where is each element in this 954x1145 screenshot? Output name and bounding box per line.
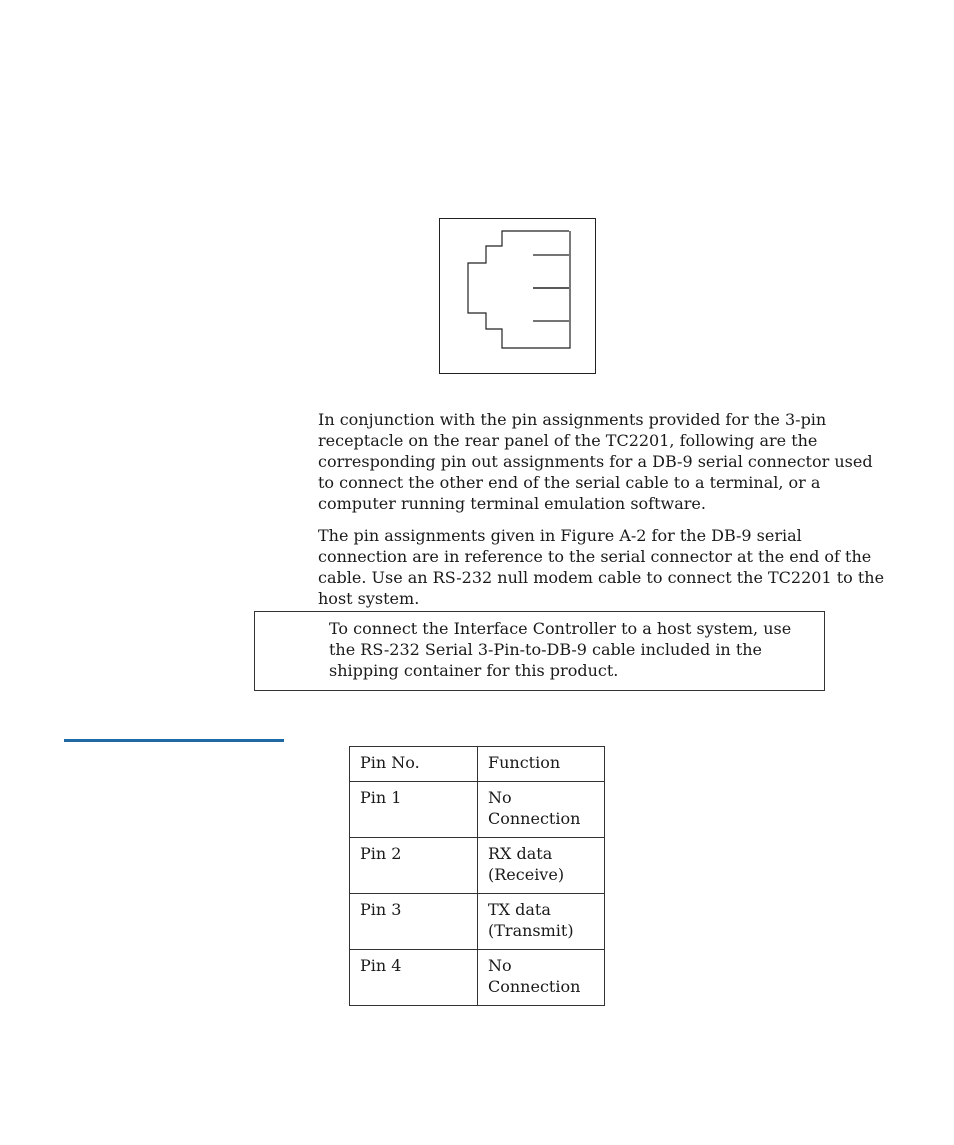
intro-paragraph: In conjunction with the pin assignments provided for the 3-pin receptacle on the rear panel of the TC2201, following are the corresponding pin out assignments for a DB-9 serial connector used to connect the other end of the serial cable to a terminal, or a computer running terminal emulation software. — [318, 410, 873, 513]
note-text: To connect the Interface Controller to a host system, use the RS-232 Serial 3-Pin-to-DB-9 cable included in the shipping container for this product. — [329, 619, 792, 680]
connector-figure — [439, 218, 596, 374]
pin-cell: Pin 2 — [350, 838, 478, 894]
function-cell: No Connection — [478, 950, 605, 1006]
header-function: Function — [478, 747, 605, 782]
receptacle-outline — [468, 231, 570, 348]
reference-paragraph: The pin assignments given in Figure A-2 for the DB-9 serial connection are in reference to the serial connector at the end of the cable. Use an RS-232 null modem cable to connect the TC2201 to the host system. — [318, 526, 885, 608]
pin-cell: Pin 3 — [350, 894, 478, 950]
serial-receptacle-diagram — [440, 219, 595, 373]
pin-assignment-table — [349, 746, 605, 1006]
pin-cell: Pin 1 — [350, 782, 478, 838]
function-cell: TX data (Transmit) — [478, 894, 605, 950]
function-cell: No Connection — [478, 782, 605, 838]
table-row — [350, 838, 605, 894]
note-box — [254, 611, 825, 691]
pin-cell: Pin 4 — [350, 950, 478, 1006]
table-row — [350, 950, 605, 1006]
table-header-row — [350, 747, 605, 782]
table-row — [350, 894, 605, 950]
header-pin-no: Pin No. — [350, 747, 478, 782]
table-row — [350, 782, 605, 838]
function-cell: RX data (Receive) — [478, 838, 605, 894]
section-rule — [64, 739, 284, 742]
